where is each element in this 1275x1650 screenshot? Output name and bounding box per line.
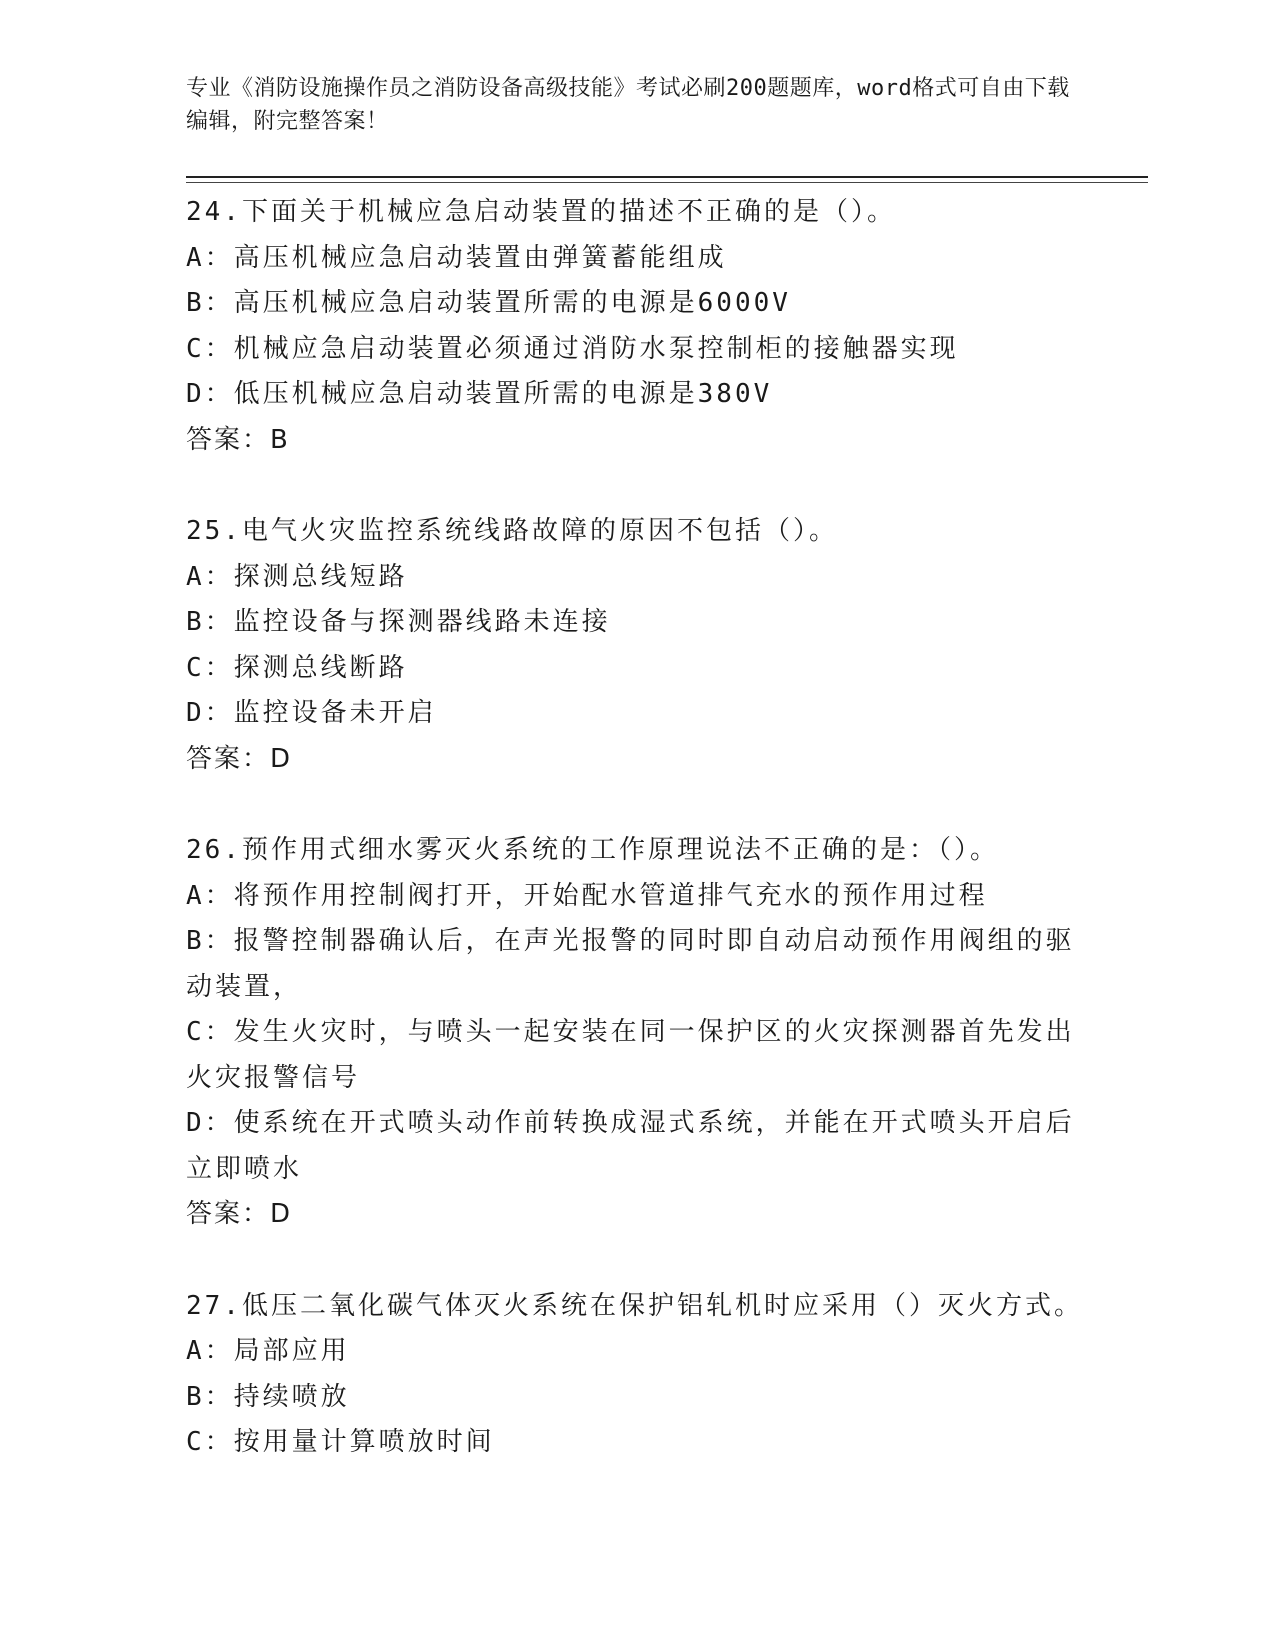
header-rule-thin xyxy=(186,182,1148,183)
option-c: C：机械应急启动装置必须通过消防水泵控制柜的接触器实现 xyxy=(186,333,959,364)
document-header: 专业《消防设施操作员之消防设备高级技能》考试必刷200题题库，word格式可自由下载编辑，附完整答案！ xyxy=(186,76,1070,134)
option-b: B：监控设备与探测器线路未连接 xyxy=(186,607,611,637)
option-b: B：报警控制器确认后，在声光报警的同时即自动启动预作用阀组的驱动装置， xyxy=(186,926,1075,1002)
question-26 xyxy=(186,828,1086,1238)
answer-line: 答案：D xyxy=(186,743,293,774)
option-c: C：发生火灾时，与喷头一起安装在同一保护区的火灾探测器首先发出火灾报警信号 xyxy=(186,1017,1075,1093)
header-rule-thick xyxy=(186,176,1148,178)
answer-line: 答案：D xyxy=(186,1199,293,1229)
option-b: B：持续喷放 xyxy=(186,1381,350,1412)
option-a: A：将预作用控制阀打开，开始配水管道排气充水的预作用过程 xyxy=(186,880,988,911)
option-a: A：高压机械应急启动装置由弹簧蓄能组成 xyxy=(186,242,727,273)
option-d: D：低压机械应急启动装置所需的电源是380V xyxy=(186,379,773,409)
option-c: C：探测总线断路 xyxy=(186,652,408,683)
option-c: C：按用量计算喷放时间 xyxy=(186,1427,495,1457)
question-stem: 26.预作用式细水雾灭火系统的工作原理说法不正确的是：（）。 xyxy=(186,835,999,865)
question-stem: 27.低压二氧化碳气体灭火系统在保护铝轧机时应采用（）灭火方式。 xyxy=(186,1290,1083,1321)
question-25 xyxy=(186,509,1086,782)
question-list xyxy=(186,190,1086,1512)
question-24 xyxy=(186,190,1086,463)
question-stem: 24.下面关于机械应急启动装置的描述不正确的是（）。 xyxy=(186,197,896,227)
question-27 xyxy=(186,1284,1086,1466)
option-a: A：探测总线短路 xyxy=(186,561,408,592)
option-d: D：监控设备未开启 xyxy=(186,698,437,728)
option-a: A：局部应用 xyxy=(186,1336,350,1366)
option-b: B：高压机械应急启动装置所需的电源是6000V xyxy=(186,288,791,318)
answer-line: 答案：B xyxy=(186,424,290,455)
option-d: D：使系统在开式喷头动作前转换成湿式系统，并能在开式喷头开启后立即喷水 xyxy=(186,1108,1075,1184)
question-stem: 25.电气火灾监控系统线路故障的原因不包括（）。 xyxy=(186,516,838,546)
